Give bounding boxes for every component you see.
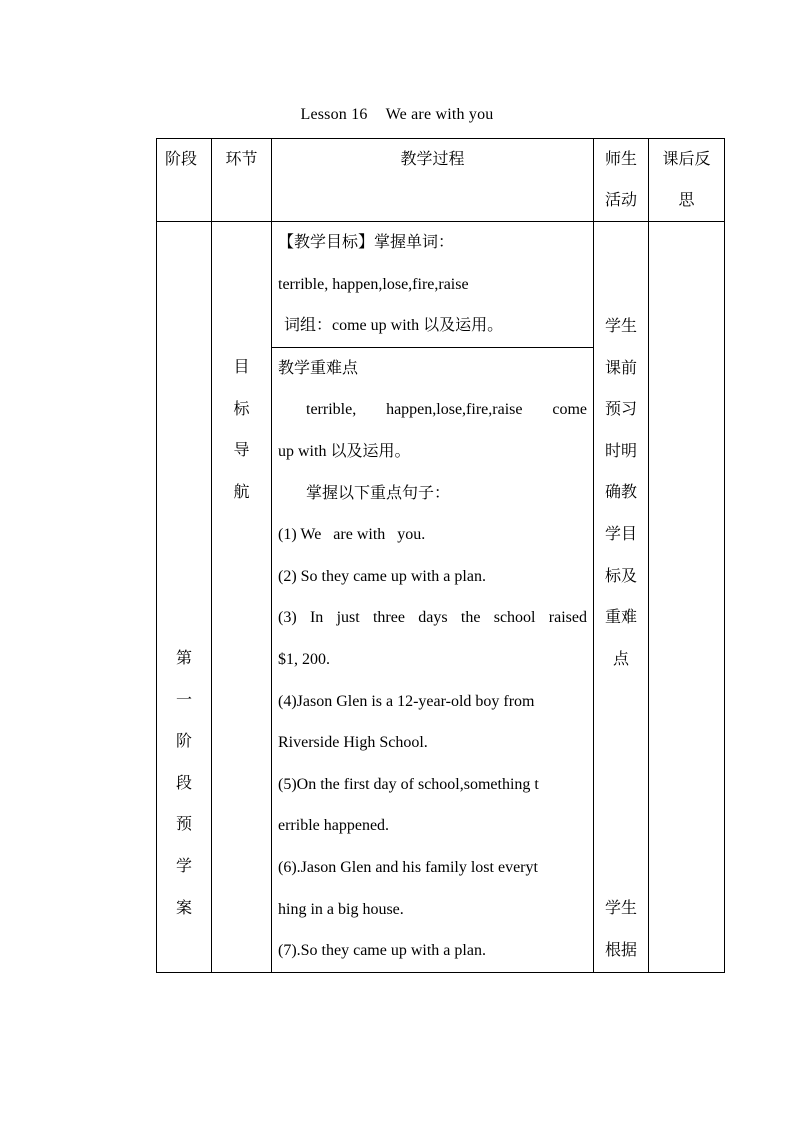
goals-phrases: 词组：come up with 以及运用。	[284, 317, 504, 335]
sentence-line: hing in a big house.	[278, 900, 404, 918]
lesson-plan-table	[156, 138, 725, 973]
header-step: 环节	[212, 139, 272, 222]
header-row	[157, 139, 725, 222]
sentence-line: (5)On the first day of school,something t	[278, 775, 539, 793]
sentence-line: Riverside High School.	[278, 734, 428, 752]
sentence-line: (6).Jason Glen and his family lost everyt	[278, 858, 538, 876]
stage-cell	[157, 222, 212, 973]
header-process: 教学过程	[272, 139, 594, 222]
sentence-line: (2) So they came up with a plan.	[278, 567, 486, 585]
activity-cell	[594, 222, 649, 973]
sentence-line: (1) We are with you.	[278, 526, 426, 544]
header-stage: 阶段	[157, 139, 212, 222]
process-cell	[272, 222, 594, 973]
step-text: 目 标 导 航	[233, 359, 250, 501]
goals-heading: 【教学目标】掌握单词：	[278, 234, 455, 251]
sentence-line: (7).So they came up with a plan.	[278, 942, 486, 960]
sentence-line: errible happened.	[278, 817, 390, 835]
key-points-heading: 教学重难点	[278, 359, 359, 377]
sentences-heading: 掌握以下重点句子：	[306, 484, 451, 502]
lesson-number: Lesson 16	[300, 106, 368, 123]
lesson-topic: We are with you	[385, 106, 494, 123]
stage-text: 第 一 阶 段 预 学 案	[175, 650, 192, 917]
sentence-line: $1, 200.	[278, 650, 330, 668]
activity-text: 学生 课前 预习 时明 确教 学目 标及 重难 点 学生 根据	[604, 318, 637, 959]
header-activity: 师生 活动	[594, 139, 649, 222]
reflection-cell	[649, 222, 725, 973]
key-points	[272, 347, 593, 972]
key-points-line1: terrible, happen,lose,fire,raise come	[306, 401, 587, 419]
goals-words: terrible, happen,lose,fire,raise	[278, 275, 469, 293]
teaching-goals	[278, 222, 587, 347]
step-cell	[212, 222, 272, 973]
page-title	[0, 106, 794, 124]
sentence-line: (4)Jason Glen is a 12-year-old boy from	[278, 692, 535, 710]
sentence-line: (3) In just three days the school raised	[278, 609, 587, 627]
header-reflection: 课后反 思	[649, 139, 725, 222]
key-points-line2: up with 以及运用。	[278, 442, 411, 460]
body-row	[157, 222, 725, 973]
